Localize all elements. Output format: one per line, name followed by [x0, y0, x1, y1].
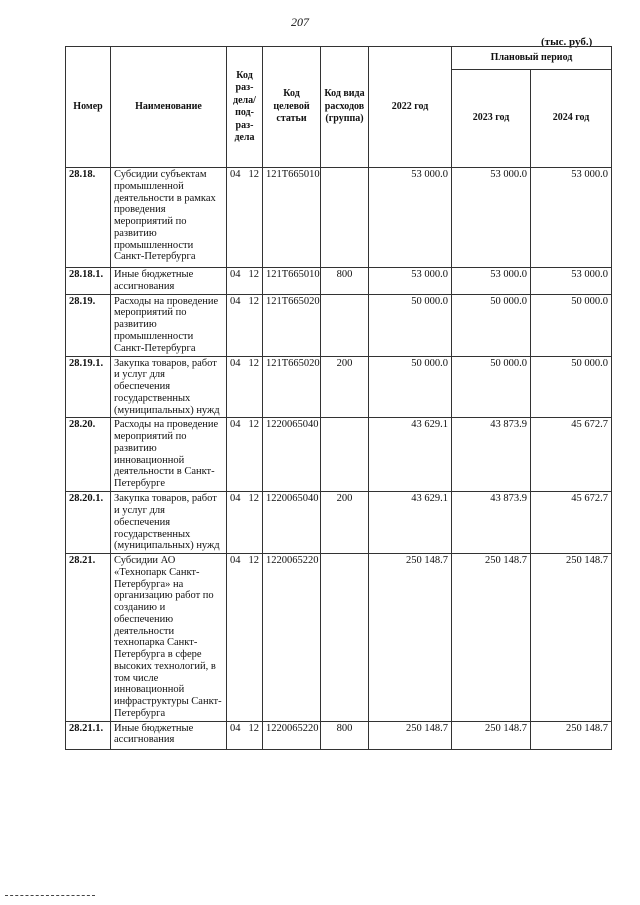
- row-value-2023: 50 000.0: [452, 356, 531, 418]
- header-name: Наименование: [111, 47, 227, 168]
- table-row: [66, 554, 612, 722]
- header-2023: 2023 год: [452, 70, 531, 168]
- table-row: [66, 418, 612, 492]
- row-value-2023: 50 000.0: [452, 294, 531, 356]
- row-number: 28.21.: [66, 554, 111, 722]
- row-target-code: 121Т665020: [263, 294, 321, 356]
- subsection-code: 12: [248, 269, 259, 280]
- row-number: 28.20.1.: [66, 492, 111, 554]
- row-section-code: [227, 492, 263, 554]
- row-name: Расходы на проведение мероприятий по развитию промышленности Санкт-Петербурга: [111, 294, 227, 356]
- row-section-code: [227, 268, 263, 295]
- row-target-code: 1220065040: [263, 492, 321, 554]
- table-row: [66, 492, 612, 554]
- row-value-2024: 45 672.7: [531, 418, 612, 492]
- row-target-code: 1220065040: [263, 418, 321, 492]
- table-row: [66, 168, 612, 268]
- row-value-2024: 53 000.0: [531, 168, 612, 268]
- row-expense-type: 200: [321, 356, 369, 418]
- subsection-code: 12: [248, 295, 259, 307]
- row-value-2023: 53 000.0: [452, 168, 531, 268]
- row-value-2022: 53 000.0: [369, 168, 452, 268]
- row-value-2024: 50 000.0: [531, 294, 612, 356]
- row-name: Расходы на проведение мероприятий по развитию инновационной деятельности в Санкт-Петербурге: [111, 418, 227, 492]
- row-target-code: 121Т665010: [263, 168, 321, 268]
- row-number: 28.20.: [66, 418, 111, 492]
- row-expense-type: [321, 294, 369, 356]
- header-2022: 2022 год: [369, 47, 452, 168]
- section-code: 04: [230, 555, 241, 566]
- units-label: (тыс. руб.): [541, 36, 593, 48]
- table-body: [66, 168, 612, 750]
- section-code: 04: [230, 722, 241, 734]
- row-section-code: [227, 294, 263, 356]
- header-planned-period: Плановый период: [452, 47, 612, 70]
- row-value-2022: 250 148.7: [369, 721, 452, 749]
- subsection-code: 12: [248, 169, 259, 180]
- header-row: [66, 47, 612, 70]
- subsection-code: 12: [248, 493, 259, 505]
- row-target-code: 121Т665010: [263, 268, 321, 295]
- row-expense-type: 800: [321, 268, 369, 295]
- page-number: 207: [291, 15, 309, 29]
- row-target-code: 1220065220: [263, 554, 321, 722]
- section-code: 04: [230, 295, 241, 307]
- row-number: 28.19.: [66, 294, 111, 356]
- section-code: 04: [230, 357, 241, 369]
- row-name: Иные бюджетные ассигнования: [111, 721, 227, 749]
- row-value-2023: 250 148.7: [452, 721, 531, 749]
- row-value-2024: 50 000.0: [531, 356, 612, 418]
- footer-divider: [5, 895, 95, 896]
- table-row: [66, 268, 612, 295]
- row-section-code: [227, 168, 263, 268]
- table-row: [66, 721, 612, 749]
- subsection-code: 12: [248, 722, 259, 734]
- row-value-2024: 45 672.7: [531, 492, 612, 554]
- row-value-2024: 250 148.7: [531, 721, 612, 749]
- row-section-code: [227, 554, 263, 722]
- subsection-code: 12: [248, 555, 259, 566]
- row-expense-type: [321, 168, 369, 268]
- row-value-2023: 250 148.7: [452, 554, 531, 722]
- row-expense-type: [321, 554, 369, 722]
- row-section-code: [227, 418, 263, 492]
- header-section: Код раз-дела/ под-раз-дела: [227, 47, 263, 168]
- header-number: Номер: [66, 47, 111, 168]
- row-name: Иные бюджетные ассигнования: [111, 268, 227, 295]
- row-expense-type: 800: [321, 721, 369, 749]
- table-row: [66, 294, 612, 356]
- table-row: [66, 356, 612, 418]
- section-code: 04: [230, 269, 241, 280]
- row-name: Субсидии АО «Технопарк Санкт-Петербурга» на организацию работ по созданию и обеспечению деятельности технопарка Санкт-Петербурга в сфере высоких технологий, в том числе инновационной инфраструктуры Санкт-Петербурга: [111, 554, 227, 722]
- row-value-2022: 43 629.1: [369, 418, 452, 492]
- row-name: Закупка товаров, работ и услуг для обеспечения государственных (муниципальных) нужд: [111, 356, 227, 418]
- row-value-2022: 250 148.7: [369, 554, 452, 722]
- subsection-code: 12: [248, 419, 259, 431]
- row-value-2022: 50 000.0: [369, 356, 452, 418]
- row-name: Субсидии субъектам промышленной деятельности в рамках проведения мероприятий по развитию промышленности Санкт-Петербурга: [111, 168, 227, 268]
- header-2024: 2024 год: [531, 70, 612, 168]
- row-value-2022: 50 000.0: [369, 294, 452, 356]
- row-section-code: [227, 356, 263, 418]
- row-target-code: 1220065220: [263, 721, 321, 749]
- row-expense-type: [321, 418, 369, 492]
- section-code: 04: [230, 169, 241, 180]
- row-value-2022: 43 629.1: [369, 492, 452, 554]
- row-target-code: 121Т665020: [263, 356, 321, 418]
- row-value-2023: 53 000.0: [452, 268, 531, 295]
- budget-table: [65, 46, 612, 750]
- row-value-2024: 53 000.0: [531, 268, 612, 295]
- section-code: 04: [230, 419, 241, 431]
- row-value-2024: 250 148.7: [531, 554, 612, 722]
- section-code: 04: [230, 493, 241, 505]
- row-section-code: [227, 721, 263, 749]
- subsection-code: 12: [248, 357, 259, 369]
- row-value-2022: 53 000.0: [369, 268, 452, 295]
- row-number: 28.18.: [66, 168, 111, 268]
- row-value-2023: 43 873.9: [452, 492, 531, 554]
- row-number: 28.21.1.: [66, 721, 111, 749]
- row-number: 28.18.1.: [66, 268, 111, 295]
- row-expense-type: 200: [321, 492, 369, 554]
- row-value-2023: 43 873.9: [452, 418, 531, 492]
- row-number: 28.19.1.: [66, 356, 111, 418]
- row-name: Закупка товаров, работ и услуг для обеспечения государственных (муниципальных) нужд: [111, 492, 227, 554]
- header-expense-type: Код вида расходов (группа): [321, 47, 369, 168]
- header-target: Код целевой статьи: [263, 47, 321, 168]
